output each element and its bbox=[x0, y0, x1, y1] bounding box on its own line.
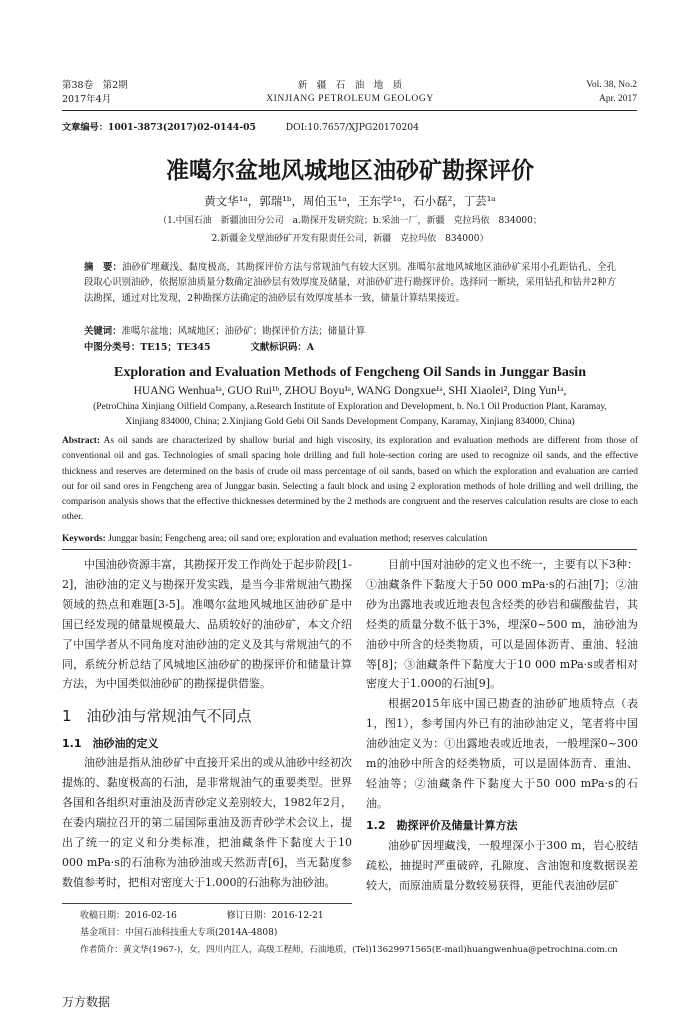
watermark: 万方数据 bbox=[62, 995, 111, 1009]
affiliation-cn-2: 2.新疆金戈壁油砂矿开发有限责任公司，新疆 克拉玛依 834000） bbox=[211, 234, 489, 244]
abstract-cn bbox=[84, 260, 616, 306]
classification-label: 中图分类号： bbox=[84, 342, 141, 353]
affiliation-cn-1: （1.中国石油 新疆油田分公司 a.勘探开发研究院；b.采油一厂，新疆 克拉玛依 834000； bbox=[158, 216, 542, 226]
header-volume-en: Vol. 38, No.2 bbox=[586, 80, 637, 90]
title-en: Exploration and Evaluation Methods of Fengcheng Oil Sands in Junggar Basin bbox=[114, 365, 586, 380]
header-volume-cn: 第38卷 第2期 bbox=[62, 80, 128, 91]
footnote-author-bio: 作者简介：黄文华(1967-)，女，四川内江人，高级工程师，石油地质，(Tel)13629971565(E-mail)huangwenhua@petrochina.com.cn bbox=[80, 945, 618, 955]
intro-paragraph: 中国油砂资源丰富，其勘探开发工作尚处于起步阶段[1-2]，油砂油的定义与勘探开发实践，是当今非常规油气勘探领域的热点和难题[3-5]。准噶尔盆地风城地区油砂矿是中国已经发现的储量规模最大、品质较好的油砂矿，本文介绍了中国学者从不同角度对油砂油的定义及其与常规油气的不同，系统分析总结了风城地区油砂矿的勘探评价和储量计算方法，为中国类似油砂矿的勘探提供借鉴。 bbox=[62, 558, 353, 691]
affiliation-en-2: Xinjiang 834000, China; 2.Xinjiang Gold Gebi Oil Sands Development Company, Karamay, Xinjiang 834000, China) bbox=[125, 417, 575, 427]
header-rule bbox=[62, 110, 637, 111]
authors-cn: 黄文华¹ᵃ，郭瑞¹ᵇ，周伯玉¹ᵃ，王东学¹ᵃ，石小磊²，丁芸¹ᵃ bbox=[204, 194, 496, 208]
header-journal-en: XINJIANG PETROLEUM GEOLOGY bbox=[266, 94, 434, 104]
keywords-en-text: Junggar basin; Fengcheng area; oil sand ore; exploration and evaluation method; reserves calculation bbox=[108, 534, 488, 544]
affiliation-en-1: (PetroChina Xinjiang Oilfield Company, a.Research Institute of Exploration and Development, b. No.1 Oil Production Plant, Karamay, bbox=[93, 402, 607, 412]
title-cn: 准噶尔盆地风城地区油砂矿勘探评价 bbox=[166, 158, 534, 184]
footnote-fund: 基金项目：中国石油科技重大专项(2014A-4808) bbox=[80, 928, 278, 938]
authors-en: HUANG Wenhua¹ᵃ, GUO Rui¹ᵇ, ZHOU Boyu¹ᵃ, WANG Dongxue¹ᵃ, SHI Xiaolei², Ding Yun¹ᵃ, bbox=[133, 385, 567, 397]
abstract-cn-text: 油砂矿埋藏浅、黏度极高，其勘探评价方法与常规油气有较大区别。准噶尔盆地风城地区油砂矿采用小孔距钻孔、全孔段取心识别油砂，依据原油质量分数确定油砂层有效厚度及储量，对油砂矿进行勘探评价。选择同一断块，采用钻孔和钻井2种方法勘探，通过对比发现，2种勘探方法确定的油砂层有效厚度基本一致，储量计算结果接近。 bbox=[84, 262, 616, 304]
paragraph-1-1-b: 目前中国对油砂的定义也不统一，主要有以下3种：①油藏条件下黏度大于50 000 mPa·s的石油[7]；②油砂为出露地表或近地表包含烃类的砂岩和碳酸盐岩，其烃类的质量分数不低于3%，埋深0~500 m，油砂油为油砂中所含的烃类物质，可以是固体沥青、重油、轻油等[8]；③油藏条件下黏度大于10 000 mPa·s或者相对密度大于1.000的石油[9]。 bbox=[366, 558, 638, 691]
doc-code-value: A bbox=[306, 342, 315, 353]
doc-code-label: 文献标识码： bbox=[250, 342, 307, 353]
abstract-en bbox=[62, 434, 638, 526]
revised-label: 修订日期： bbox=[226, 911, 272, 921]
article-number: 文章编号：1001-3873(2017)02-0144-05 bbox=[62, 122, 256, 133]
article-meta bbox=[62, 119, 419, 133]
abstract-rule bbox=[62, 549, 637, 550]
right-column bbox=[366, 555, 638, 896]
footnote-dates bbox=[80, 908, 324, 924]
keywords-cn-label: 关键词： bbox=[84, 326, 122, 337]
paragraph-1-2: 油砂矿因埋藏浅，一般埋深小于300 m，岩心胶结疏松，抽提时严重破碎，孔隙度、含油饱和度数据误差较大，而原油质量分数较易获得，更能代表油砂层矿 bbox=[366, 838, 638, 892]
classification bbox=[84, 340, 616, 355]
article-doi: DOI:10.7657/XJPG20170204 bbox=[285, 122, 419, 133]
header-date-cn: 2017年4月 bbox=[62, 94, 112, 105]
paragraph-1-1: 油砂油是指从油砂矿中直接开采出的或从油砂中经初次提炼的、黏度极高的石油，是非常规油气的重要类型。世界各国和各组织对重油及沥青砂定义差别较大，1982年2月，在委内瑞拉召开的第二届国际重油及沥青砂学术会议上，提出了统一的定义和分类标准，把油藏条件下黏度大于10 000 mPa·s的石油称为油砂油或天然沥青[6]，当无黏度参数值参考时，把相对密度大于1.000的石油称为油砂油。 bbox=[62, 756, 352, 889]
keywords-en-label: Keywords: bbox=[62, 534, 106, 544]
paragraph-1-1-c: 根据2015年底中国已勘查的油砂矿地质特点（表1，图1），参考国内外已有的油砂油定义，笔者将中国油砂油定义为：①出露地表或近地表，一般埋深0~300 m的油砂中所含的烃类物质，可以是固体沥青、重油、轻油等；②油藏条件下黏度大于50 000 mPa·s的石油。 bbox=[366, 697, 638, 810]
section-1-heading: 1 油砂油与常规油气不同点 bbox=[62, 707, 252, 726]
keywords-en bbox=[62, 532, 638, 547]
section-1-1-heading: 1.1 油砂油的定义 bbox=[62, 737, 159, 751]
header-date-en: Apr. 2017 bbox=[599, 94, 637, 104]
abstract-en-label: Abstract: bbox=[62, 436, 101, 446]
abstract-cn-label: 摘 要： bbox=[84, 262, 123, 273]
keywords-cn-text: 准噶尔盆地；风城地区；油砂矿；勘探评价方法；储量计算 bbox=[121, 326, 366, 337]
section-1-2-heading: 1.2 勘探评价及储量计算方法 bbox=[366, 818, 518, 832]
abstract-en-text: As oil sands are characterized by shallow burial and high viscosity, its exploration and evaluation methods are different from those of conventional oil and gas. Technologies of small spacing hole drilling and full hole-section coring are used to recognize oil sands, and the effective thickness and reserves are determined on the basis of crude oil mass percentage of oil sands, based on which the exploration and evaluation are carried out for oil sand ores in Fengcheng area of Junggar basin. Selecting a fault block and using 2 exploration methods of hole drilling and well drilling, the comparison analysis shows that the effective thicknesses determined by the 2 methods are congruent and the reserves calculation results are close to each other. bbox=[62, 436, 638, 523]
keywords-cn bbox=[84, 324, 616, 339]
received-label: 收稿日期： bbox=[80, 911, 126, 921]
revised-date: 2016-12-21 bbox=[271, 911, 324, 921]
header-journal-cn: 新 疆 石 油 地 质 bbox=[297, 80, 403, 91]
classification-value: TE15；TE345 bbox=[140, 342, 211, 353]
received-date: 2016-02-16 bbox=[125, 911, 177, 921]
footnote-rule bbox=[62, 903, 352, 904]
